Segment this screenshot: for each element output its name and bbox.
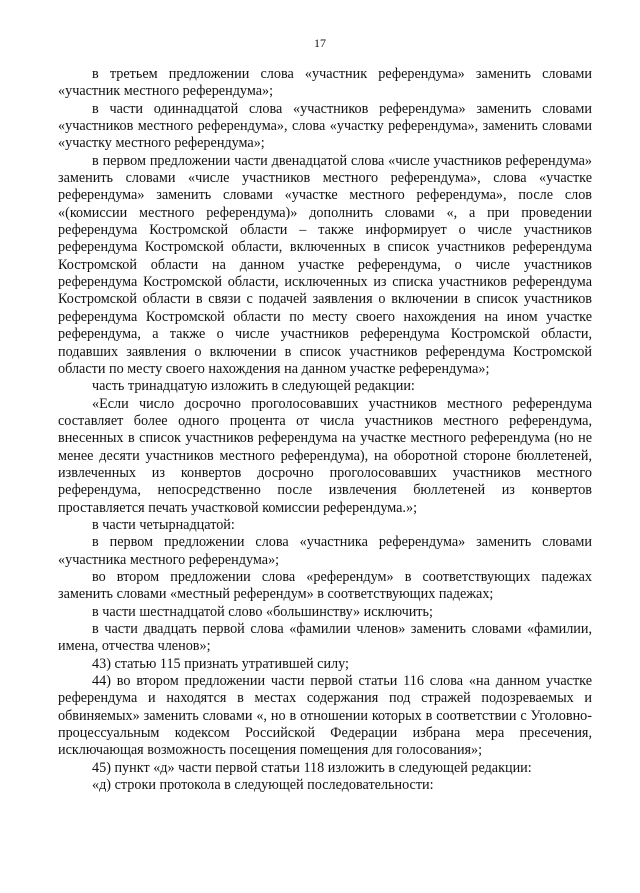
paragraph: в части шестнадцатой слово «большинству» исключить; [92, 603, 433, 620]
paragraph: в первом предложении слова «участника референдума» заменить словами «участника местного референдума»; [58, 534, 592, 568]
paragraph: часть тринадцатую изложить в следующей редакции: [92, 378, 415, 395]
page-number: 17 [314, 36, 326, 50]
document-body [58, 66, 592, 794]
paragraph: 44) во втором предложении части первой статьи 116 слова «на данном участке референдума и находятся в местах содержания под стражей подозреваемых и обвиняемых» заменить словами «, но в отношении которых в соответствии с Уголовно-процессуальным кодексом Российской Федерации избрана мера пресечения, исключающая возможность посещения помещения для голосования»; [58, 673, 592, 759]
paragraph: «д) строки протокола в следующей последовательности: [92, 777, 434, 794]
paragraph: во втором предложении слова «референдум» в соответствующих падежах заменить словами «местный референдум» в соответствующих падежах; [58, 568, 592, 603]
paragraph: в части четырнадцатой: [92, 516, 235, 533]
paragraph: в первом предложении части двенадцатой слова «числе участников референдума» заменить словами «числе участников местного референдума», слова «участке референдума» заменить словами «участке местного референдума», после слов «(комиссии местного референдума)» дополнить словами «, а при проведении референдума Костромской области – также информирует о числе участников референдума Костромской области, включенных в список участников референдума Костромской области на данном участке референдума, о числе участников референдума Костромской области, исключенных из списка участников референдума Костромской области в связи с подачей заявления о включении в список участников референдума Костромской области по месту своего нахождения на ином участке референдума, а также о числе участников референдума Костромской области, подавших заявления о включении в список участников референдума Костромской области по месту своего нахождения на данном участке референдума»; [58, 152, 592, 377]
paragraph: в части одиннадцатой слова «участников референдума» заменить словами «участников местного референдума», слова «участку референдума», заменить словами «участку местного референдума»; [58, 100, 592, 152]
paragraph: «Если число досрочно проголосовавших участников местного референдума составляет более одного процента от числа участников местного референдума, внесенных в список участников референдума на участке местного референдума (но не менее десяти участников местного референдума), на оборотной стороне бюллетеней, извлеченных из конвертов досрочно проголосовавших участников местного референдума, непосредственно после извлечения бюллетеней из конвертов проставляется печать участковой комиссии референдума.»; [58, 395, 592, 516]
paragraph: 43) статью 115 признать утратившей силу; [92, 655, 349, 672]
paragraph: 45) пункт «д» части первой статьи 118 изложить в следующей редакции: [92, 759, 532, 776]
paragraph: в части двадцать первой слова «фамилии членов» заменить словами «фамилии, имена, отчества членов»; [58, 621, 592, 655]
paragraph: в третьем предложении слова «участник референдума» заменить словами «участник местного референдума»; [58, 66, 592, 100]
